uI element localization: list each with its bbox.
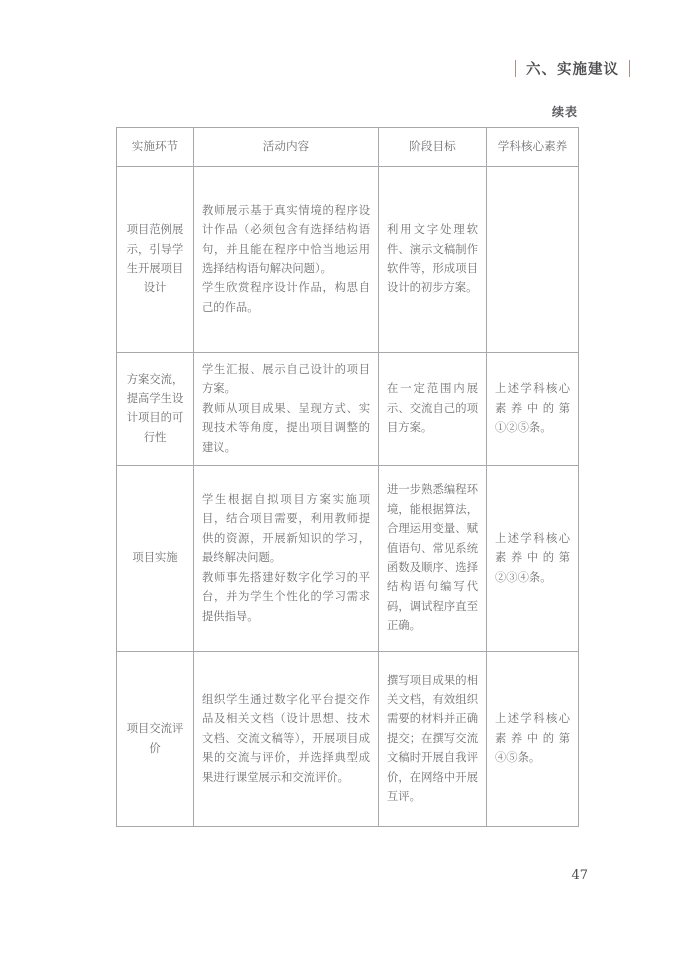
implementation-table bbox=[116, 127, 579, 827]
activity-paragraph: 教师从项目成果、呈现方式、实现技术等角度，提出项目调整的建议。 bbox=[202, 401, 370, 454]
header-left-rule-icon bbox=[515, 60, 516, 77]
activity-paragraph: 学生欣赏程序设计作品，构思自己的作品。 bbox=[202, 281, 370, 314]
activity-paragraph: 学生汇报、展示自己设计的项目方案。 bbox=[202, 362, 370, 396]
cell-activity bbox=[194, 352, 379, 465]
cell-core-literacy: 上述学科核心素养中的第①②⑤条。 bbox=[487, 352, 579, 465]
table-header bbox=[117, 128, 579, 167]
table-body bbox=[117, 166, 579, 826]
cell-stage: 项目实施 bbox=[117, 466, 194, 652]
cell-stage: 项目交流评价 bbox=[117, 652, 194, 827]
activity-paragraph: 教师展示基于真实情境的程序设计作品（必须包含有选择结构语句，并且能在程序中恰当地运用选择结构语句解决问题）。 bbox=[202, 203, 370, 275]
table-row bbox=[117, 652, 579, 827]
activity-paragraph: 学生根据自拟项目方案实施项目，结合项目需要，利用教师提供的资源，开展新知识的学习，最终解决问题。 bbox=[202, 493, 370, 565]
cell-goal: 在一定范围内展示、交流自己的项目方案。 bbox=[379, 352, 487, 465]
running-header-title: 六、实施建议 bbox=[526, 61, 619, 78]
table-row bbox=[117, 466, 579, 652]
cell-goal: 进一步熟悉编程环境，能根据算法，合理运用变量、赋值语句、常见系统函数及顺序、选择结构语句编写代码，调试程序直至正确。 bbox=[379, 466, 487, 652]
cell-goal: 撰写项目成果的相关文档，有效组织需要的材料并正确提交；在撰写交流文稿时开展自我评价，在网络中开展互评。 bbox=[379, 652, 487, 827]
cell-core-literacy: 上述学科核心素养中的第④⑤条。 bbox=[487, 652, 579, 827]
running-header bbox=[515, 58, 630, 79]
cell-stage: 方案交流，提高学生设计项目的可行性 bbox=[117, 352, 194, 465]
column-header-goal: 阶段目标 bbox=[379, 128, 487, 167]
cell-core-literacy: 上述学科核心素养中的第②③④条。 bbox=[487, 466, 579, 652]
column-header-activity: 活动内容 bbox=[194, 128, 379, 167]
header-right-rule-icon bbox=[629, 60, 630, 77]
column-header-core-literacy: 学科核心素养 bbox=[487, 128, 579, 167]
table-header-row bbox=[117, 128, 579, 167]
cell-activity bbox=[194, 652, 379, 827]
cell-activity bbox=[194, 166, 379, 352]
page-number: 47 bbox=[571, 868, 588, 883]
table-row bbox=[117, 166, 579, 352]
table-continued-caption: 续表 bbox=[551, 105, 578, 119]
cell-activity bbox=[194, 466, 379, 652]
activity-paragraph: 教师事先搭建好数字化学习的平台，并为学生个性化的学习需求提供指导。 bbox=[202, 570, 370, 623]
column-header-stage: 实施环节 bbox=[117, 128, 194, 167]
cell-goal: 利用文字处理软件、演示文稿制作软件等，形成项目设计的初步方案。 bbox=[379, 166, 487, 352]
activity-paragraph: 组织学生通过数字化平台提交作品及相关文档（设计思想、技术文档、交流文稿等），开展项目成果的交流与评价，并选择典型成果进行课堂展示和交流评价。 bbox=[202, 692, 370, 784]
cell-stage: 项目范例展示，引导学生开展项目设计 bbox=[117, 166, 194, 352]
cell-core-literacy bbox=[487, 166, 579, 352]
table-row bbox=[117, 352, 579, 465]
